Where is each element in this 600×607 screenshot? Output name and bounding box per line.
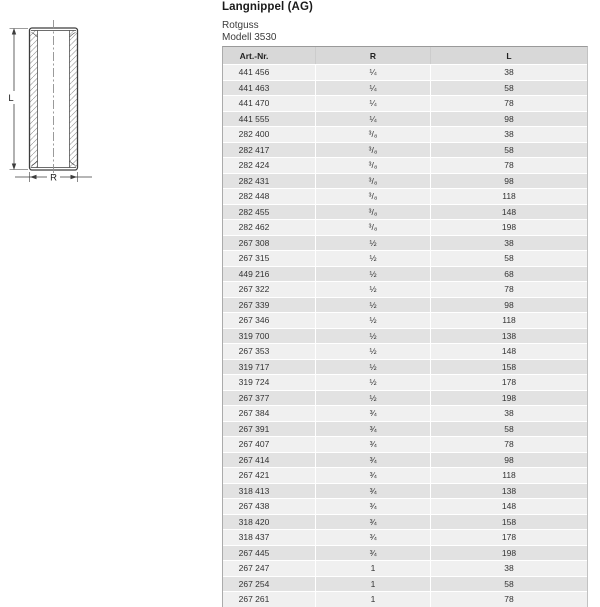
table-row [223,111,587,127]
cell-r: ½ [316,329,431,344]
table-row [223,467,587,483]
cell-r: ¾ [316,530,431,545]
cell-r: ½ [316,267,431,282]
cell-artnr: 267 346 [223,313,316,328]
cell-l: 38 [504,237,514,248]
cell-r: ¾ [316,468,431,483]
arrow-left [30,175,37,179]
cell-l: 98 [504,113,514,124]
cell-artnr: 319 700 [223,329,316,344]
cell-r: ¾ [316,422,431,437]
column-header-artnr: Art.-Nr. [223,47,316,64]
table-row [223,452,587,468]
table-row [223,312,587,328]
cell-artnr: 267 261 [223,592,316,607]
material-label: Rotguss [222,20,259,31]
cell-l: 38 [504,563,514,574]
cell-l: 78 [504,594,514,605]
table-row [223,281,587,297]
cell-artnr: 318 413 [223,484,316,499]
cell-r: ¼ [316,112,431,127]
cell-l: 198 [501,392,517,403]
cell-artnr: 441 470 [223,96,316,111]
cell-l: 78 [504,284,514,295]
cell-r: ³/₈ [316,189,431,204]
table-row [223,560,587,576]
cell-r: ½ [316,313,431,328]
cell-r: ½ [316,282,431,297]
cell-l: 158 [501,361,517,372]
cell-artnr: 267 421 [223,468,316,483]
cell-r: ¼ [316,65,431,80]
dimension-l [6,28,28,170]
cell-artnr: 267 384 [223,406,316,421]
table-row [223,80,587,96]
table-row [223,359,587,375]
table-row [223,219,587,235]
table-row [223,157,587,173]
cell-r: ½ [316,391,431,406]
cell-artnr: 267 377 [223,391,316,406]
column-header-r: R [316,47,431,64]
cell-l: 38 [504,408,514,419]
cell-r: ³/₈ [316,143,431,158]
cell-artnr: 449 216 [223,267,316,282]
cell-l: 148 [501,346,517,357]
cell-l: 58 [504,423,514,434]
table-row [223,498,587,514]
cell-r: ³/₈ [316,174,431,189]
cell-artnr: 267 391 [223,422,316,437]
cell-artnr: 267 339 [223,298,316,313]
cell-artnr: 267 308 [223,236,316,251]
cell-artnr: 267 407 [223,437,316,452]
table-row [223,95,587,111]
table-row [223,204,587,220]
cell-l: 78 [504,98,514,109]
column-header-l: L [506,50,512,61]
cell-r: ³/₈ [316,127,431,142]
cell-r: ½ [316,360,431,375]
arrow-down [12,164,16,171]
cell-r: 1 [316,561,431,576]
cell-artnr: 267 445 [223,546,316,561]
cell-artnr: 267 247 [223,561,316,576]
cell-artnr: 282 417 [223,143,316,158]
nipple-technical-drawing [0,0,110,200]
cell-artnr: 267 322 [223,282,316,297]
cell-l: 68 [504,268,514,279]
table-row [223,483,587,499]
cell-r: ¼ [316,96,431,111]
cell-artnr: 282 462 [223,220,316,235]
cell-l: 98 [504,454,514,465]
table-row [223,297,587,313]
cell-r: ¾ [316,546,431,561]
table-row [223,374,587,390]
dimension-label-r: R [50,172,57,184]
cell-l: 118 [502,315,516,326]
table-row [223,188,587,204]
table-row [223,266,587,282]
dimension-r [15,172,92,184]
cell-l: 98 [504,175,514,186]
cell-r: ¾ [316,499,431,514]
cell-r: ¾ [316,515,431,530]
table-row [223,405,587,421]
cell-r: ¾ [316,406,431,421]
cell-artnr: 282 448 [223,189,316,204]
table-row [223,529,587,545]
table-row [223,390,587,406]
cell-r: 1 [316,577,431,592]
cell-l: 158 [501,516,517,527]
cell-l: 198 [501,547,517,558]
cell-r: ½ [316,298,431,313]
cell-artnr: 267 315 [223,251,316,266]
table-row [223,235,587,251]
cell-l: 58 [504,144,514,155]
cell-r: ¾ [316,453,431,468]
cell-l: 58 [504,253,514,264]
cell-r: ½ [316,251,431,266]
model-label: Modell 3530 [222,32,277,43]
cell-r: ¾ [316,484,431,499]
cell-r: 1 [316,592,431,607]
nipple-wall-right [70,31,78,168]
cell-artnr: 441 463 [223,81,316,96]
cell-artnr: 267 254 [223,577,316,592]
table-row [223,421,587,437]
table-header-row [223,47,587,64]
cell-l: 38 [504,129,514,140]
cell-artnr: 267 353 [223,344,316,359]
cell-l: 178 [501,532,517,543]
cell-l: 178 [501,377,517,388]
cell-artnr: 319 717 [223,360,316,375]
cell-l: 138 [501,330,517,341]
cell-artnr: 267 414 [223,453,316,468]
cell-l: 148 [501,501,517,512]
cell-r: ¼ [316,81,431,96]
table-row [223,343,587,359]
cell-artnr: 282 431 [223,174,316,189]
cell-r: ¾ [316,437,431,452]
nipple-wall-left [30,31,38,168]
cell-l: 98 [504,299,514,310]
dimension-label-l: L [8,93,14,104]
cell-r: ½ [316,344,431,359]
cell-l: 58 [504,578,514,589]
table-row [223,126,587,142]
table-row [223,514,587,530]
cell-l: 78 [504,439,514,450]
cell-l: 198 [501,222,517,233]
product-table [222,46,588,607]
table-row [223,64,587,80]
cell-artnr: 282 455 [223,205,316,220]
table-row [223,328,587,344]
cell-l: 148 [501,206,517,217]
table-row [223,250,587,266]
arrow-up [12,28,16,35]
cell-r: ³/₈ [316,220,431,235]
cell-artnr: 282 400 [223,127,316,142]
cell-r: ³/₈ [316,158,431,173]
table-row [223,142,587,158]
table-body [223,64,587,607]
cell-artnr: 318 437 [223,530,316,545]
cell-r: ½ [316,375,431,390]
cell-l: 118 [502,191,516,202]
page-title: Langnippel (AG) [222,1,313,13]
cell-r: ³/₈ [316,205,431,220]
cell-artnr: 319 724 [223,375,316,390]
table-row [223,576,587,592]
table-row [223,591,587,607]
cell-artnr: 282 424 [223,158,316,173]
table-row [223,173,587,189]
cell-r: ½ [316,236,431,251]
cell-artnr: 441 555 [223,112,316,127]
table-row [223,545,587,561]
cell-l: 78 [504,160,514,171]
cell-l: 58 [504,82,514,93]
cell-l: 118 [502,470,516,481]
cell-l: 138 [501,485,517,496]
cell-l: 38 [504,67,514,78]
cell-artnr: 267 438 [223,499,316,514]
arrow-right [71,175,78,179]
cell-artnr: 318 420 [223,515,316,530]
cell-artnr: 441 456 [223,65,316,80]
table-row [223,436,587,452]
